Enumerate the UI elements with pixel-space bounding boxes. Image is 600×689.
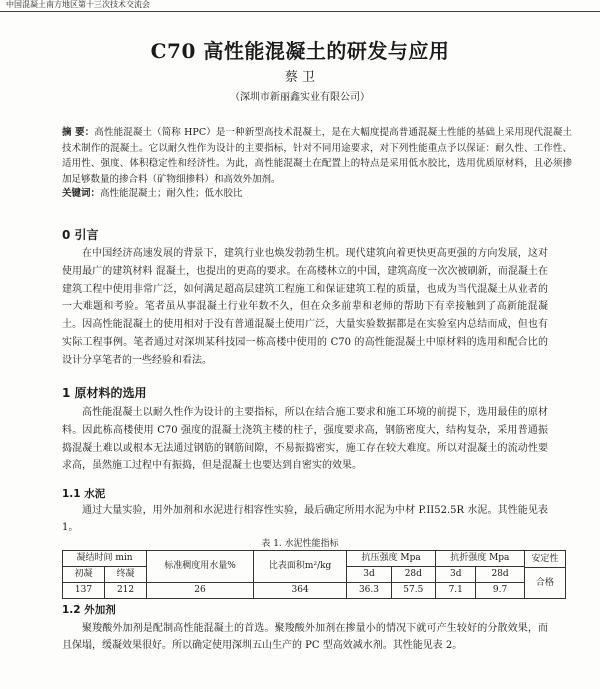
header-flexural: 抗折强度 Mpa xyxy=(435,551,524,567)
section-heading-materials: 1 原材料的选用 xyxy=(62,386,147,400)
header-initial: 初凝 xyxy=(63,567,105,583)
table-row xyxy=(63,583,566,599)
paper-title: C70 高性能混凝土的研发与应用 xyxy=(150,39,450,63)
cement-properties-table xyxy=(62,550,566,599)
cell-water-demand: 26 xyxy=(147,583,254,599)
author: 蔡 卫 xyxy=(284,70,316,85)
header-compressive: 抗压强度 Mpa xyxy=(347,551,436,567)
table-header-row xyxy=(63,551,566,567)
keywords-label: 关键词： xyxy=(62,188,101,199)
abstract-label: 摘 要： xyxy=(62,127,95,138)
section-heading-admixture: 1.2 外加剂 xyxy=(62,604,116,616)
cell-initial: 137 xyxy=(63,583,105,599)
cell-comp-3d: 36.3 xyxy=(347,583,391,599)
running-header-text: 中国混凝土南方地区第十三次技术交流会 xyxy=(6,0,150,9)
cell-final: 212 xyxy=(105,583,147,599)
header-setting-time: 凝结时间 min xyxy=(63,551,147,567)
header-flex-28d: 28d xyxy=(476,567,524,583)
intro-paragraph: 在中国经济高速发展的背景下，建筑行业也焕发勃勃生机。现代建筑向着更快更高更强的方向发展，这对使用最广的建筑材料 混凝土，也提出的更高的要求。在高楼林立的中国，建筑高度一次次被刷新，而混凝土在建筑工程中使用非常广泛，如何满足超高层建筑工程施工和保证建筑工程的质量，也成为当代混凝土从业者的一大难题和考验。笔者虽从事混凝土行业年数不久，但在众多前辈和老师的帮助下有幸接触到了高新能混凝土。因高性能混凝土的使用相对于没有普通混凝土使用广泛，大量实验数据都是在实验室内总结而成，但也有实际工程事例。笔者通过对深圳某科技园一栋高楼中使用的 C70 的高性能混凝土中原材料的选用和配合比的设计分享笔者的一些经验和看法。 xyxy=(62,248,548,366)
cell-comp-28d: 57.5 xyxy=(391,583,435,599)
materials-paragraph: 高性能混凝土以耐久性作为设计的主要指标，所以在结合施工要求和施工环境的前提下，选用最佳的原材料。因此栋高楼使用 C70 强度的混凝土浇筑主楼的柱子，强度要求高，钢筋密度大，结构复杂，采用普通振捣混凝土难以或根本无法通过钢筋的钢筋间隙，不易振捣密实，施工存在较大难度。所以对混凝土的流动性要求高，虽然施工过程中有振捣，但是混凝土也要达到自密实的效果。 xyxy=(62,407,548,472)
abstract xyxy=(62,125,572,187)
header-water-demand: 标准稠度用水量% xyxy=(147,551,254,583)
cell-flex-3d: 7.1 xyxy=(435,583,476,599)
section-heading-intro: 0 引言 xyxy=(62,228,99,242)
header-surface-area: 比表面积m²/kg xyxy=(253,551,346,583)
keywords xyxy=(62,187,572,201)
admixture-paragraph: 聚羧酸外加剂是配制高性能混凝土的首选。聚羧酸外加剂在掺量小的情况下就可产生较好的分散效果，而且保塌，缓凝效果很好。所以确定使用深圳五山生产的 PC 型高效减水剂。其性能见表 2。 xyxy=(62,623,548,651)
header-final: 终凝 xyxy=(105,567,147,583)
cell-flex-28d: 9.7 xyxy=(476,583,524,599)
cement-paragraph: 通过大量实验，用外加剂和水泥进行相容性实验，最后确定所用水泥为中材 P.II52.5R 水泥。其性能见表 1。 xyxy=(62,505,548,533)
affiliation: （深圳市新丽鑫实业有限公司） xyxy=(230,92,370,103)
header-stability-cell xyxy=(524,551,565,599)
header-comp-28d: 28d xyxy=(391,567,435,583)
cell-stability: 合格 xyxy=(535,577,554,588)
section-heading-cement: 1.1 水泥 xyxy=(62,488,106,500)
keywords-text: 高性能混凝土；耐久性；低水胶比 xyxy=(100,188,243,199)
running-header xyxy=(0,0,600,12)
header-stability: 安定性 xyxy=(525,552,565,568)
header-comp-3d: 3d xyxy=(347,567,391,583)
header-flex-3d: 3d xyxy=(435,567,476,583)
cell-surface-area: 364 xyxy=(253,583,346,599)
table-caption: 表 1. 水泥性能指标 xyxy=(261,539,339,549)
abstract-text: 高性能混凝土（简称 HPC）是一种新型高技术混凝土，是在大幅度提高普通混凝土性能的基础上采用现代混凝土技术制作的混凝土。它以耐久性作为设计的主要指标，针对不同用途要求，对下列性能重点予以保证：耐久性、工作性、适用性、强度、体积稳定性和经济性。为此，高性能混凝土在配置上的特点是采用低水胶比，选用优质原材料，且必须掺加足够数量的掺合料（矿物细掺料）和高效外加剂。 xyxy=(62,127,572,185)
